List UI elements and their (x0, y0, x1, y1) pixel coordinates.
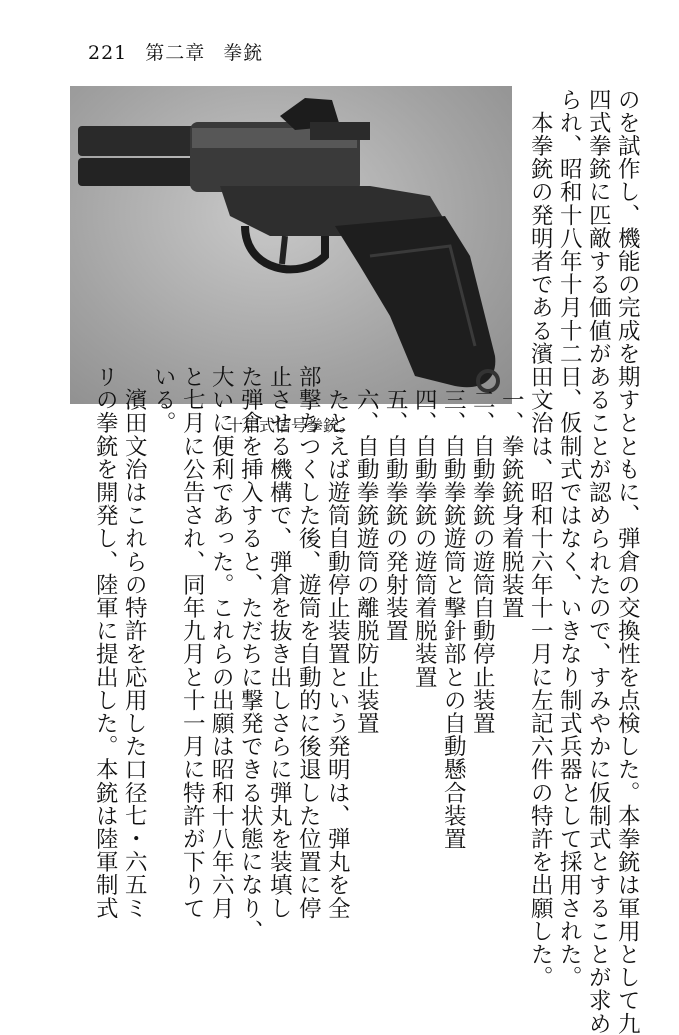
page-number: 221 (88, 42, 128, 64)
chapter-label: 第二章 (145, 42, 206, 64)
text-column-17: いる。 (150, 88, 177, 435)
text-column-16: と七月に公告され、同年九月と十一月に特許が下りて (179, 88, 206, 920)
running-header (88, 38, 263, 65)
figure-caption: 十年式信号拳銃。 (226, 416, 355, 435)
text-column-3: られ、昭和十八年十月十二日、仮制式ではなく、いきなり制式兵器として採用された。 (556, 88, 583, 989)
text-column-6: 二、自動拳銃の遊筒自動停止装置 (469, 88, 496, 735)
text-column-8: 四、自動拳銃の遊筒着脱装置 (411, 88, 438, 689)
text-column-7: 三、自動拳銃遊筒と撃針部との自動懸合装置 (440, 88, 467, 851)
text-column-10: 六、自動拳銃遊筒の離脱防止装置 (353, 88, 380, 735)
text-column-13: 止させる機構で、弾倉を抜き出しさらに弾丸を装填し (266, 88, 293, 920)
text-column-2: 四式拳銃に匹敵する価値があることが認められたので、すみやかに仮制式とすることが求め (585, 88, 612, 1035)
text-column-9: 五、自動拳銃の発射装置 (382, 88, 409, 643)
chapter-title: 拳銃 (223, 42, 264, 64)
text-column-19: リの拳銃を開発し、陸軍に提出した。本銃は陸軍制式 (92, 88, 119, 920)
text-column-14: た弾倉を挿入すると、ただちに撃発できる状態になり、 (237, 88, 264, 943)
text-column-4: 本拳銃の発明者である濱田文治は、昭和十六年十一月に左記六件の特許を出願した。 (527, 88, 554, 989)
text-column-12: 部撃ちつくした後、遊筒を自動的に後退した位置に停 (295, 88, 322, 920)
text-column-5: 一、拳銃銃身着脱装置 (498, 88, 525, 620)
text-column-15: 大いに便利であった。これらの出願は昭和十八年六月 (208, 88, 235, 920)
text-column-18: 濱田文治はこれらの特許を応用した口径七・六五ミ (121, 88, 148, 920)
text-column-11: たとえば遊筒自動停止装置という発明は、弾丸を全 (324, 88, 351, 920)
text-column-1: のを試作し、機能の完成を期すとともに、弾倉の交換性を点検した。本拳銃は軍用として九 (614, 88, 641, 1035)
